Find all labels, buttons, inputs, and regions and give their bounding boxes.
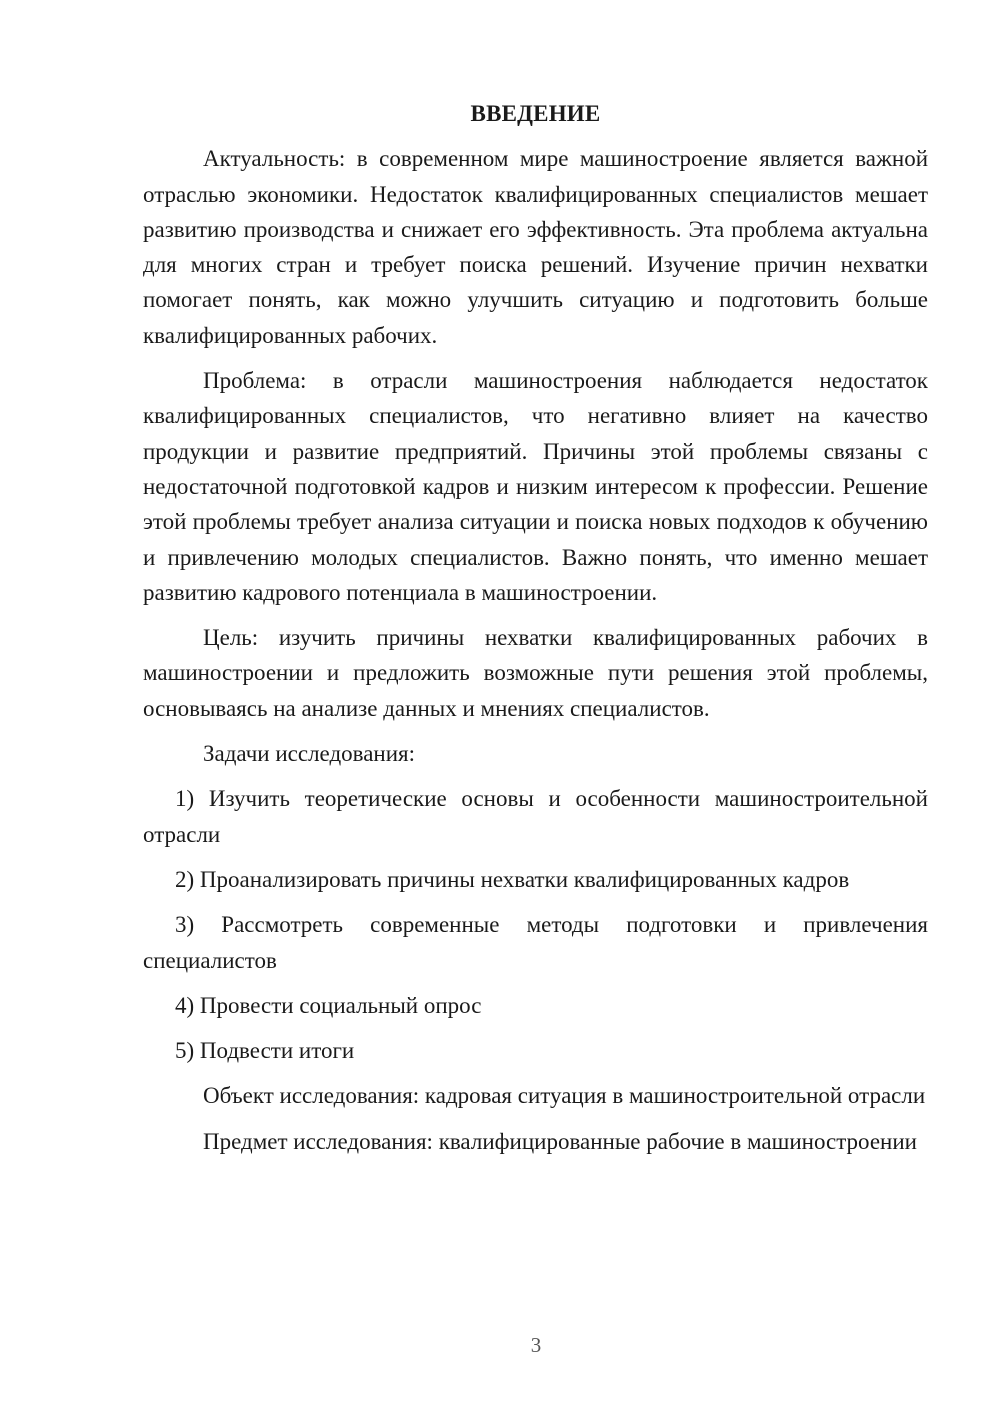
page-number: 3	[530, 1333, 542, 1357]
relevance-paragraph: Актуальность: в современном мире машиностроение является важной отраслью экономики. Недостаток квалифицированных специалистов мешает развитию производства и снижает его эффективность. Эта проблема актуальна для многих стран и требует поиска решений. Изучение причин нехватки помогает понять, как можно улучшить ситуацию и подготовить больше квалифицированных рабочих.	[143, 146, 928, 348]
task-item-2: 2) Проанализировать причины нехватки квалифицированных кадров	[175, 866, 850, 892]
section-title: ВВЕДЕНИЕ	[470, 101, 601, 126]
task-item-1: 1) Изучить теоретические основы и особенности машиностроительной отрасли	[143, 786, 928, 847]
page-content	[143, 96, 928, 1169]
task-item-3: 3) Рассмотреть современные методы подготовки и привлечения специалистов	[143, 912, 928, 973]
goal-paragraph: Цель: изучить причины нехватки квалифицированных рабочих в машиностроении и предложить возможные пути решения этой проблемы, основываясь на анализе данных и мнениях специалистов.	[143, 625, 928, 721]
tasks-list	[143, 781, 928, 1068]
subject-paragraph: Предмет исследования: квалифицированные рабочие в машиностроении	[203, 1128, 917, 1154]
tasks-heading: Задачи исследования:	[203, 741, 416, 767]
problem-paragraph: Проблема: в отрасли машиностроения наблюдается недостаток квалифицированных специалистов, что негативно влияет на качество продукции и развитие предприятий. Причины этой проблемы связаны с недостаточной подготовкой кадров и низким интересом к профессии. Решение этой проблемы требует анализа ситуации и поиска новых подходов к обучению и привлечению молодых специалистов. Важно понять, что именно мешает развитию кадрового потенциала в машиностроении.	[143, 368, 928, 605]
object-paragraph: Объект исследования: кадровая ситуация в машиностроительной отрасли	[203, 1083, 926, 1109]
task-item-5: 5) Подвести итоги	[175, 1038, 355, 1064]
task-item-4: 4) Провести социальный опрос	[175, 992, 482, 1018]
